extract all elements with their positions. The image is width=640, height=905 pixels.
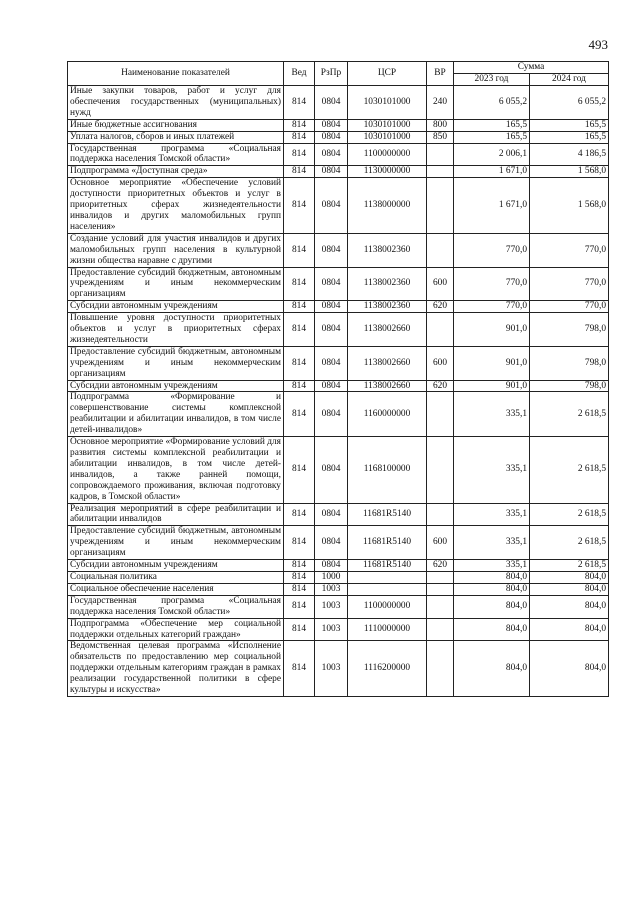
table-row (68, 392, 609, 437)
row-name-cell: Подпрограмма «Доступная среда» (68, 166, 284, 178)
row-rzpr-cell: 0804 (315, 503, 348, 526)
table-row (68, 166, 609, 178)
row-rzpr-cell: 0804 (315, 560, 348, 572)
header-csr: ЦСР (348, 62, 427, 86)
row-ved-cell: 814 (284, 267, 315, 301)
row-2024-cell: 165,5 (530, 131, 609, 143)
row-2023-cell: 804,0 (454, 618, 530, 641)
row-csr-cell: 1138002660 (348, 380, 427, 392)
row-ved-cell: 814 (284, 119, 315, 131)
table-row (68, 131, 609, 143)
row-name-cell: Повышение уровня доступности приоритетных объектов и услуг в приоритетных сферах жизнедеятельности (68, 313, 284, 347)
row-2024-cell: 2 618,5 (530, 526, 609, 560)
header-name: Наименование показателей (68, 62, 284, 86)
row-ved-cell: 814 (284, 437, 315, 503)
row-ved-cell: 814 (284, 392, 315, 437)
row-2024-cell: 2 618,5 (530, 392, 609, 437)
row-2023-cell: 2 006,1 (454, 143, 530, 166)
row-rzpr-cell: 1003 (315, 618, 348, 641)
row-2024-cell: 804,0 (530, 641, 609, 697)
page-number: 493 (588, 37, 608, 52)
row-2023-cell: 804,0 (454, 583, 530, 595)
row-rzpr-cell: 0804 (315, 119, 348, 131)
row-name-cell: Субсидии автономным учреждениям (68, 380, 284, 392)
row-name-cell: Подпрограмма «Обеспечение мер социальной поддержки отдельных категорий граждан» (68, 618, 284, 641)
row-2023-cell: 335,1 (454, 503, 530, 526)
row-vr-cell: 620 (427, 380, 454, 392)
header-rzpr: РзПр (315, 62, 348, 86)
table-row (68, 143, 609, 166)
row-csr-cell: 1130000000 (348, 166, 427, 178)
row-2024-cell: 1 568,0 (530, 166, 609, 178)
row-name-cell: Подпрограмма «Формирование и совершенствование системы комплексной реабилитации и абилитации инвалидов, в том числе детей-инвалидов» (68, 392, 284, 437)
table-row (68, 503, 609, 526)
row-ved-cell: 814 (284, 86, 315, 120)
row-2024-cell: 1 568,0 (530, 178, 609, 234)
row-name-cell: Ведомственная целевая программа «Исполнение обязательств по предоставлению мер социальной поддержки отдельным категориям граждан в рамках реализации государственной политики в сфере культуры и искусства» (68, 641, 284, 697)
row-ved-cell: 814 (284, 503, 315, 526)
row-rzpr-cell: 1003 (315, 641, 348, 697)
row-rzpr-cell: 0804 (315, 267, 348, 301)
row-csr-cell: 1116200000 (348, 641, 427, 697)
row-csr-cell: 11681R5140 (348, 503, 427, 526)
row-vr-cell: 240 (427, 86, 454, 120)
row-rzpr-cell: 1000 (315, 571, 348, 583)
header-vr: ВР (427, 62, 454, 86)
row-vr-cell: 800 (427, 119, 454, 131)
table-row (68, 583, 609, 595)
row-vr-cell: 620 (427, 301, 454, 313)
row-2024-cell: 4 186,5 (530, 143, 609, 166)
row-csr-cell: 11681R5140 (348, 560, 427, 572)
row-2024-cell: 770,0 (530, 267, 609, 301)
table-row (68, 526, 609, 560)
row-2023-cell: 6 055,2 (454, 86, 530, 120)
row-vr-cell (427, 595, 454, 618)
row-2024-cell: 6 055,2 (530, 86, 609, 120)
row-csr-cell: 1138002360 (348, 267, 427, 301)
row-ved-cell: 814 (284, 346, 315, 380)
row-csr-cell (348, 571, 427, 583)
row-vr-cell: 620 (427, 560, 454, 572)
row-name-cell: Предоставление субсидий бюджетным, автономным учреждениям и иным некоммерческим организациям (68, 346, 284, 380)
table-row (68, 267, 609, 301)
row-ved-cell: 814 (284, 571, 315, 583)
table-row (68, 86, 609, 120)
table-row (68, 571, 609, 583)
row-name-cell: Социальная политика (68, 571, 284, 583)
row-name-cell: Основное мероприятие «Формирование условий для развития системы комплексной реабилитации и абилитации инвалидов, в том числе детей-инвалидов, а также ранней помощи, сопровождаемого проживания, включая подготовку кадров, в Томской области» (68, 437, 284, 503)
row-2023-cell: 165,5 (454, 119, 530, 131)
row-rzpr-cell: 0804 (315, 143, 348, 166)
row-csr-cell: 1110000000 (348, 618, 427, 641)
row-2023-cell: 165,5 (454, 131, 530, 143)
row-2024-cell: 798,0 (530, 380, 609, 392)
row-csr-cell (348, 583, 427, 595)
row-2023-cell: 804,0 (454, 595, 530, 618)
row-vr-cell (427, 166, 454, 178)
row-2024-cell: 804,0 (530, 595, 609, 618)
row-vr-cell (427, 583, 454, 595)
row-csr-cell: 11681R5140 (348, 526, 427, 560)
header-year-2024: 2024 год (530, 74, 609, 86)
row-rzpr-cell: 0804 (315, 166, 348, 178)
row-2024-cell: 2 618,5 (530, 503, 609, 526)
row-csr-cell: 1138002660 (348, 313, 427, 347)
row-rzpr-cell: 0804 (315, 526, 348, 560)
row-rzpr-cell: 0804 (315, 131, 348, 143)
row-rzpr-cell: 0804 (315, 437, 348, 503)
header-year-2023: 2023 год (454, 74, 530, 86)
row-vr-cell: 850 (427, 131, 454, 143)
row-ved-cell: 814 (284, 595, 315, 618)
row-ved-cell: 814 (284, 618, 315, 641)
table-row (68, 595, 609, 618)
row-csr-cell: 1100000000 (348, 595, 427, 618)
row-2023-cell: 335,1 (454, 437, 530, 503)
table-row (68, 313, 609, 347)
row-csr-cell: 1160000000 (348, 392, 427, 437)
row-ved-cell: 814 (284, 313, 315, 347)
row-name-cell: Иные закупки товаров, работ и услуг для обеспечения государственных (муниципальных) нужд (68, 86, 284, 120)
row-2023-cell: 335,1 (454, 560, 530, 572)
row-2023-cell: 335,1 (454, 392, 530, 437)
row-name-cell: Иные бюджетные ассигнования (68, 119, 284, 131)
row-vr-cell (427, 233, 454, 267)
row-2023-cell: 335,1 (454, 526, 530, 560)
row-2024-cell: 804,0 (530, 583, 609, 595)
table-row (68, 560, 609, 572)
table-row (68, 641, 609, 697)
row-2023-cell: 770,0 (454, 233, 530, 267)
row-2023-cell: 804,0 (454, 641, 530, 697)
row-ved-cell: 814 (284, 131, 315, 143)
row-2024-cell: 2 618,5 (530, 560, 609, 572)
row-2024-cell: 798,0 (530, 346, 609, 380)
header-ved: Вед (284, 62, 315, 86)
table-row (68, 437, 609, 503)
row-ved-cell: 814 (284, 178, 315, 234)
table-row (68, 178, 609, 234)
row-2023-cell: 1 671,0 (454, 166, 530, 178)
row-2024-cell: 2 618,5 (530, 437, 609, 503)
header-sum: Сумма (454, 62, 609, 74)
row-2023-cell: 770,0 (454, 267, 530, 301)
row-name-cell: Государственная программа «Социальная поддержка населения Томской области» (68, 595, 284, 618)
row-name-cell: Предоставление субсидий бюджетным, автономным учреждениям и иным некоммерческим организациям (68, 267, 284, 301)
row-2023-cell: 804,0 (454, 571, 530, 583)
row-vr-cell (427, 313, 454, 347)
row-vr-cell (427, 437, 454, 503)
row-name-cell: Уплата налогов, сборов и иных платежей (68, 131, 284, 143)
row-csr-cell: 1138002360 (348, 301, 427, 313)
row-ved-cell: 814 (284, 301, 315, 313)
row-vr-cell: 600 (427, 526, 454, 560)
table-header-row (68, 62, 609, 74)
row-rzpr-cell: 1003 (315, 583, 348, 595)
row-name-cell: Субсидии автономным учреждениям (68, 301, 284, 313)
row-vr-cell (427, 392, 454, 437)
row-csr-cell: 1168100000 (348, 437, 427, 503)
row-vr-cell (427, 143, 454, 166)
table-row (68, 233, 609, 267)
row-2023-cell: 901,0 (454, 380, 530, 392)
row-vr-cell: 600 (427, 346, 454, 380)
row-2023-cell: 1 671,0 (454, 178, 530, 234)
row-rzpr-cell: 0804 (315, 380, 348, 392)
row-name-cell: Основное мероприятие «Обеспечение условий доступности приоритетных объектов и услуг в приоритетных сферах жизнедеятельности инвалидов и других маломобильных групп населения» (68, 178, 284, 234)
row-ved-cell: 814 (284, 380, 315, 392)
table-row (68, 301, 609, 313)
row-name-cell: Создание условий для участия инвалидов и других маломобильных групп населения в культурной жизни общества наравне с другими (68, 233, 284, 267)
row-2024-cell: 804,0 (530, 618, 609, 641)
row-2024-cell: 770,0 (530, 233, 609, 267)
row-vr-cell (427, 178, 454, 234)
row-name-cell: Субсидии автономным учреждениям (68, 560, 284, 572)
row-rzpr-cell: 0804 (315, 346, 348, 380)
budget-table (67, 61, 609, 697)
row-vr-cell: 600 (427, 267, 454, 301)
row-csr-cell: 1138002660 (348, 346, 427, 380)
row-rzpr-cell: 0804 (315, 313, 348, 347)
row-vr-cell (427, 503, 454, 526)
row-csr-cell: 1030101000 (348, 86, 427, 120)
row-csr-cell: 1138000000 (348, 178, 427, 234)
row-name-cell: Социальное обеспечение населения (68, 583, 284, 595)
row-vr-cell (427, 641, 454, 697)
row-2023-cell: 901,0 (454, 346, 530, 380)
row-ved-cell: 814 (284, 166, 315, 178)
row-rzpr-cell: 0804 (315, 392, 348, 437)
row-ved-cell: 814 (284, 641, 315, 697)
row-name-cell: Предоставление субсидий бюджетным, автономным учреждениям и иным некоммерческим организациям (68, 526, 284, 560)
table-row (68, 618, 609, 641)
row-csr-cell: 1138002360 (348, 233, 427, 267)
table-row (68, 380, 609, 392)
row-rzpr-cell: 0804 (315, 301, 348, 313)
row-name-cell: Реализация мероприятий в сфере реабилитации и абилитации инвалидов (68, 503, 284, 526)
table-row (68, 119, 609, 131)
row-ved-cell: 814 (284, 560, 315, 572)
row-csr-cell: 1100000000 (348, 143, 427, 166)
row-2024-cell: 798,0 (530, 313, 609, 347)
row-rzpr-cell: 0804 (315, 178, 348, 234)
row-2023-cell: 770,0 (454, 301, 530, 313)
row-2024-cell: 804,0 (530, 571, 609, 583)
row-rzpr-cell: 1003 (315, 595, 348, 618)
row-rzpr-cell: 0804 (315, 86, 348, 120)
row-2023-cell: 901,0 (454, 313, 530, 347)
row-ved-cell: 814 (284, 526, 315, 560)
row-vr-cell (427, 618, 454, 641)
row-2024-cell: 770,0 (530, 301, 609, 313)
row-csr-cell: 1030101000 (348, 131, 427, 143)
row-ved-cell: 814 (284, 143, 315, 166)
row-vr-cell (427, 571, 454, 583)
row-ved-cell: 814 (284, 233, 315, 267)
table-body (68, 86, 609, 697)
row-ved-cell: 814 (284, 583, 315, 595)
table-row (68, 346, 609, 380)
row-name-cell: Государственная программа «Социальная поддержка населения Томской области» (68, 143, 284, 166)
row-csr-cell: 1030101000 (348, 119, 427, 131)
row-2024-cell: 165,5 (530, 119, 609, 131)
row-rzpr-cell: 0804 (315, 233, 348, 267)
